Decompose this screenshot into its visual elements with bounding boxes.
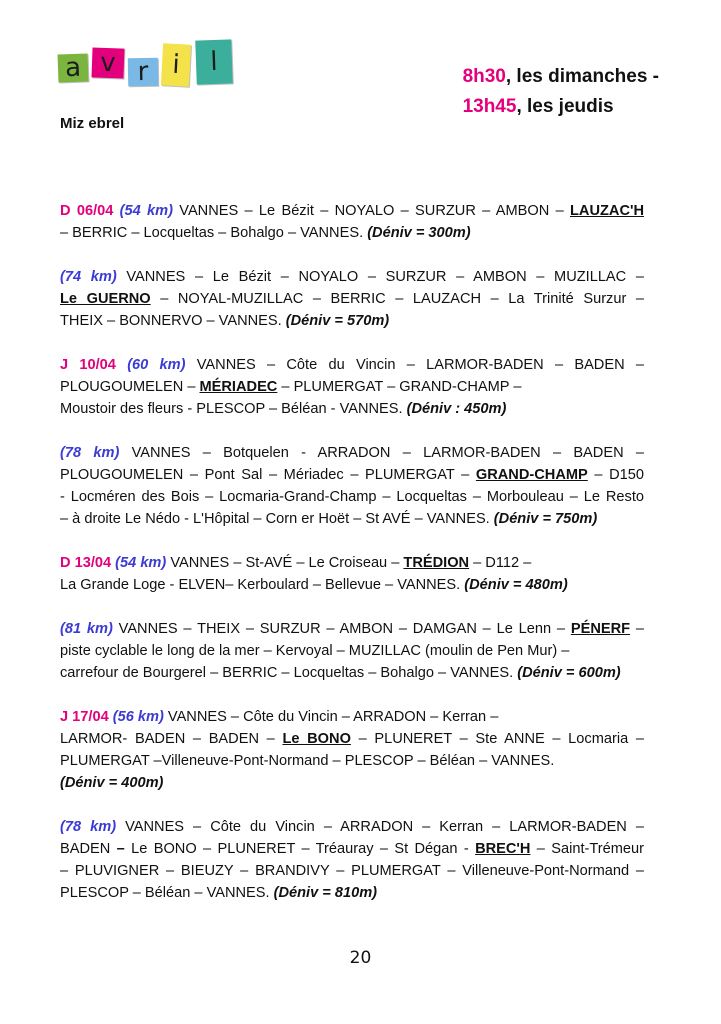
ride-line — [60, 442, 644, 464]
ride-line — [60, 376, 644, 398]
ride-distance: (54 km) — [115, 555, 167, 571]
ride-line — [60, 618, 644, 640]
ride-destination: Le GUERNO — [60, 291, 151, 307]
logo-letter-tile: a — [58, 53, 89, 82]
ride-entry — [60, 706, 644, 794]
ride-route-text: – — [116, 841, 125, 857]
ride-distance: (78 km) — [60, 819, 117, 835]
schedule-line-thursday — [463, 92, 659, 122]
ride-route-text: VANNES – Côte du Vincin – LARMOR-BADEN – BADEN – — [185, 357, 645, 373]
ride-day: D 06/04 — [60, 203, 120, 219]
ride-entry — [60, 618, 644, 684]
ride-line — [60, 266, 644, 288]
ride-destination: PÉNERF — [570, 621, 631, 637]
ride-route-text: – BERRIC – Locqueltas – Bohalgo – VANNES. — [60, 225, 368, 241]
ride-destination: MÉRIADEC — [199, 379, 278, 395]
ride-distance: (81 km) — [60, 621, 113, 637]
ride-entry — [60, 442, 644, 530]
logo-letter-tile: r — [128, 58, 158, 87]
ride-entry — [60, 200, 644, 244]
ride-route-text: carrefour de Bourgerel – BERRIC – Locqueltas – Bohalgo – VANNES. — [60, 665, 518, 681]
ride-route-text: Moustoir des fleurs - PLESCOP – Béléan - VANNES. — [60, 401, 407, 417]
ride-route-text: – NOYAL-MUZILLAC – BERRIC – LAUZACH – La Trinité Surzur – — [150, 291, 645, 307]
schedule-line-sunday — [463, 62, 659, 92]
ride-route-text: VANNES – Le Bézit – NOYALO – SURZUR – AMBON – — [173, 203, 570, 219]
ride-line — [60, 640, 644, 662]
ride-line — [60, 552, 644, 574]
ride-day: J 10/04 — [60, 357, 128, 373]
ride-elevation: (Déniv = 750m) — [493, 511, 598, 527]
ride-distance: (74 km) — [60, 269, 117, 285]
page-number: 20 — [349, 948, 372, 968]
ride-destination: GRAND-CHAMP — [475, 467, 588, 483]
ride-destination: LAUZAC'H — [570, 203, 644, 219]
ride-route-text: – D150 — [587, 467, 644, 483]
schedule-time: 8h30 — [462, 66, 506, 87]
ride-route-text: VANNES – Côte du Vincin – ARRADON – Kerran – — [163, 709, 499, 725]
ride-route-text: PLOUGOUMELEN – — [60, 379, 200, 395]
ride-route-text: PLOUGOUMELEN – Pont Sal – Mériadec – PLUMERGAT – — [60, 467, 476, 483]
ride-route-text: BADEN — [60, 841, 117, 857]
ride-line — [60, 882, 644, 904]
ride-line — [60, 772, 644, 794]
ride-route-text: – PLUVIGNER – BIEUZY – BRANDIVY – PLUMERGAT – Villeneuve-Pont-Normand – — [60, 863, 644, 879]
ride-route-text: – à droite Le Nédo - L'Hôpital – Corn er Hoët – St AVÉ – VANNES. — [60, 511, 494, 527]
ride-route-text: LARMOR- BADEN – BADEN – — [60, 731, 283, 747]
logo-letter-tile: i — [161, 43, 191, 86]
schedule-time: 13h45 — [462, 96, 517, 117]
ride-route-text: – D112 – — [469, 555, 532, 571]
ride-day: D 13/04 — [60, 555, 116, 571]
ride-line — [60, 816, 644, 838]
ride-route-text: – — [630, 621, 644, 637]
ride-distance: (78 km) — [60, 445, 120, 461]
ride-route-text: PLUMERGAT –Villeneuve-Pont-Normand – PLESCOP – Béléan – VANNES. — [60, 753, 555, 769]
ride-distance: (60 km) — [127, 357, 186, 373]
ride-line — [60, 860, 644, 882]
ride-line — [60, 310, 644, 332]
ride-destination: BREC'H — [475, 841, 531, 857]
ride-elevation: (Déniv = 810m) — [273, 885, 378, 901]
ride-line — [60, 222, 644, 244]
ride-line — [60, 464, 644, 486]
ride-route-text: piste cyclable le long de la mer – Kervoyal – MUZILLAC (moulin de Pen Mur) – — [60, 643, 570, 659]
ride-entry — [60, 552, 644, 596]
month-logo — [58, 40, 238, 96]
ride-elevation: (Déniv = 400m) — [60, 775, 164, 791]
ride-list — [60, 200, 644, 926]
ride-entry — [60, 354, 644, 420]
ride-entry — [60, 266, 644, 332]
ride-elevation: (Déniv = 300m) — [367, 225, 471, 241]
ride-line — [60, 728, 644, 750]
ride-route-text: VANNES – THEIX – SURZUR – AMBON – DAMGAN – Le Lenn – — [112, 621, 571, 637]
ride-line — [60, 486, 644, 508]
ride-line — [60, 288, 644, 310]
ride-elevation: (Déniv = 600m) — [517, 665, 621, 681]
ride-line — [60, 354, 644, 376]
ride-day: J 17/04 — [60, 709, 113, 725]
ride-route-text: VANNES – St-AVÉ – Le Croiseau – — [166, 555, 404, 571]
ride-route-text: – PLUMERGAT – GRAND-CHAMP – — [277, 379, 522, 395]
schedule-times — [463, 62, 659, 122]
ride-route-text: – Saint-Trémeur — [530, 841, 644, 857]
subtitle: Miz ebrel — [60, 115, 125, 132]
schedule-text: , les jeudis — [516, 96, 614, 117]
ride-route-text: VANNES – Botquelen - ARRADON – LARMOR-BADEN – BADEN – — [119, 445, 644, 461]
ride-line — [60, 398, 644, 420]
ride-line — [60, 706, 644, 728]
ride-line — [60, 838, 644, 860]
ride-line — [60, 662, 644, 684]
ride-entry — [60, 816, 644, 904]
ride-line — [60, 574, 644, 596]
ride-route-text: THEIX – BONNERVO – VANNES. — [60, 313, 286, 329]
ride-line — [60, 508, 644, 530]
ride-line — [60, 750, 644, 772]
ride-route-text: PLESCOP – Béléan – VANNES. — [60, 885, 274, 901]
logo-letter-tile: l — [195, 39, 233, 84]
ride-route-text: VANNES – Le Bézit – NOYALO – SURZUR – AMBON – MUZILLAC – — [116, 269, 644, 285]
ride-route-text: Le BONO – PLUNERET – Tréauray – St Dégan - — [124, 841, 476, 857]
ride-elevation: (Déniv = 480m) — [464, 577, 568, 593]
ride-route-text: - Locméren des Bois – Locmaria-Grand-Champ – Locqueltas – Morbouleau – Le Resto — [60, 489, 644, 505]
ride-route-text: VANNES – Côte du Vincin – ARRADON – Kerran – LARMOR-BADEN – — [116, 819, 644, 835]
ride-distance: (56 km) — [112, 709, 164, 725]
logo-letter-tile: v — [91, 47, 124, 78]
ride-distance: (54 km) — [119, 203, 173, 219]
ride-line — [60, 200, 644, 222]
ride-route-text: La Grande Loge - ELVEN– Kerboulard – Bellevue – VANNES. — [60, 577, 465, 593]
ride-elevation: (Déniv = 570m) — [285, 313, 390, 329]
schedule-text: , les dimanches - — [505, 66, 659, 87]
ride-route-text: – PLUNERET – Ste ANNE – Locmaria – — [350, 731, 644, 747]
ride-elevation: (Déniv : 450m) — [406, 401, 507, 417]
ride-destination: TRÉDION — [403, 555, 470, 571]
ride-destination: Le BONO — [282, 731, 351, 747]
